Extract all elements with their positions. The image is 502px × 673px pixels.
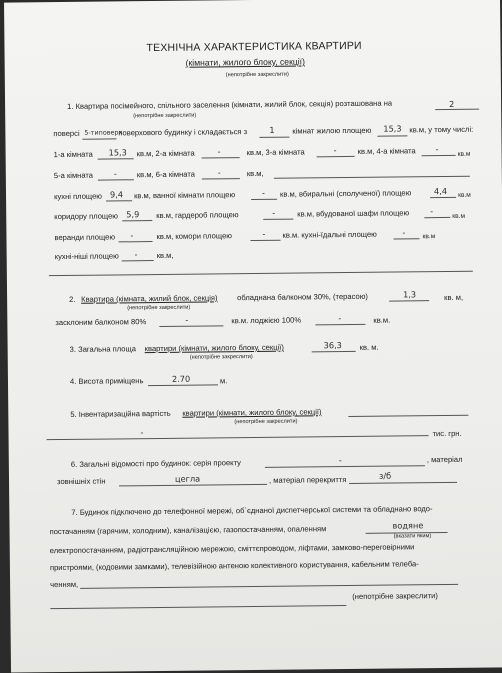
- loggia-value: -: [338, 313, 342, 324]
- room3-line: [317, 156, 355, 157]
- s6-series-label: 6. Загальні відомості про будинок: серія проекту: [70, 458, 241, 469]
- note-cross-out: (непотрібне закреслити): [225, 71, 289, 79]
- balcony-value: 1,3: [403, 289, 417, 300]
- bathroom-line: [251, 199, 277, 200]
- total-area-unit: кв. м.: [359, 342, 379, 352]
- walls-line: [119, 484, 267, 487]
- toilet-line: [430, 197, 456, 198]
- room5-label: 5-а кімната: [53, 170, 94, 181]
- kitchen-label: кухні площею: [54, 191, 103, 202]
- room4-unit: кв.м: [457, 150, 471, 158]
- material-label: , матеріал: [426, 454, 463, 465]
- balcony-unit: кв. м,: [444, 292, 464, 303]
- kitchen-niche-value: -: [134, 249, 138, 260]
- loggia-label: кв.м. лоджією 100%: [231, 315, 302, 326]
- glazed-balcony-value: -: [185, 314, 189, 325]
- page-title: ТЕХНІЧНА ХАРАКТЕРИСТИКА КВАРТИРИ: [146, 39, 362, 55]
- s3-total-area-label: 3. Загальна площа: [69, 344, 137, 354]
- loggia-unit: кв.м.: [373, 315, 391, 325]
- builtin-unit: кв.м: [452, 212, 466, 220]
- corridor-label: коридору площею: [54, 211, 119, 222]
- s1-intro-text: 1. Квартира посімейного, спільного заселення (кімнати, жилий блок, секція) розташована на: [67, 98, 393, 111]
- s7-line-4: пристроями, (кодовими замками), телевізійною антеною колективного користування, кабельним телеба-: [49, 559, 419, 573]
- walls-label: зовнішніх стін: [56, 476, 106, 487]
- balcony-line: [389, 300, 429, 301]
- s7-fill-line-1: [80, 584, 458, 589]
- room3-label: кв.м, 3-а кімната: [246, 147, 305, 158]
- storeys-value: 5-типоверх: [84, 128, 123, 137]
- loggia-line: [315, 324, 365, 326]
- kitchen-line: [106, 200, 132, 201]
- s2-apartment-label: Квартира (кімната, жилий блок, секція): [81, 293, 218, 304]
- room6-unit: кв.м,: [246, 168, 264, 179]
- s5-value-label: 5. Інвентаризаційна вартість: [70, 408, 171, 419]
- kitchen-niche-label: кухні-ніші площею: [54, 251, 119, 262]
- wardrobe-value: -: [272, 207, 276, 218]
- series-value: -: [338, 455, 342, 466]
- room4-value: -: [435, 144, 439, 155]
- kitchen-dining-unit: кв.м: [422, 233, 436, 241]
- room3-value: -: [333, 145, 337, 156]
- walls-value: цегла: [174, 473, 201, 484]
- s5-apartment-label: квартири (кімнати, жилого блоку, секції): [182, 407, 322, 418]
- bathroom-value: -: [261, 187, 266, 198]
- room2-value: -: [217, 146, 221, 157]
- builtin-value: -: [430, 206, 434, 217]
- room5-value: -: [113, 168, 117, 179]
- wardrobe-label: кв.м, гардероб площею: [156, 210, 239, 221]
- note-cross-out: (непотрібне закреслити): [189, 354, 253, 361]
- room4-line: [422, 155, 456, 156]
- room6-value: -: [217, 167, 221, 178]
- kitchen-dining-value: -: [402, 227, 406, 238]
- room1-line: [98, 158, 134, 159]
- room-extra-line: [274, 176, 470, 179]
- kitchen-dining-line: [394, 238, 420, 239]
- height-value: 2.70: [171, 373, 191, 384]
- living-area-suffix: кв.м, у тому числі:: [409, 124, 474, 135]
- document-page: [4, 0, 502, 673]
- s7-line-1: 7. Будинок підключено до телефонної мережі, об`єднаної диспетчерської системи та обладнано водо-: [71, 504, 433, 517]
- heating-value: водяне: [392, 520, 424, 531]
- living-area-line: [377, 135, 407, 136]
- series-line: [265, 465, 425, 468]
- s2-balcony-label: обладнана балконом 30%, (терасою): [237, 291, 368, 303]
- kitchen-niche-unit: кв.м,: [156, 250, 174, 261]
- s2-number: 2.: [69, 294, 76, 304]
- glazed-balcony-line: [159, 325, 223, 327]
- floor-value: 2: [449, 98, 455, 109]
- s7-line-3: електропостачанням, радіотрансляційною мережою, сміттєпроводом, ліфтами, замково-переговірними: [49, 542, 415, 556]
- s7-fill-line-2: [50, 605, 346, 609]
- kitchen-niche-line: [122, 260, 154, 261]
- veranda-value: -: [130, 230, 134, 241]
- room1-label: 1-а кімната: [53, 149, 93, 160]
- pantry-value: -: [262, 228, 266, 239]
- room2-line: [202, 157, 240, 158]
- inventory-unit: тис. грн.: [432, 428, 462, 439]
- heating-note: (вказати яким): [393, 533, 432, 540]
- s7-line-2: постачанням (гарячим, холодним), каналізацією, газопостачанням, опаленням: [49, 524, 327, 537]
- note-cross-out: (непотрібне закреслити): [127, 304, 191, 312]
- floors-value: з/б: [378, 470, 392, 481]
- floors-label: , матеріал перекриття: [268, 475, 347, 485]
- kitchen-value: 9,4: [109, 189, 124, 200]
- room2-label: кв.м, 2-а кімната: [136, 148, 195, 159]
- note-cross-out: (непотрібне закреслити): [133, 112, 197, 120]
- veranda-line: [119, 241, 153, 242]
- floor-label: поверсі: [53, 128, 80, 139]
- room6-label: кв.м, 6-а кімната: [136, 169, 195, 180]
- total-area-value: 36,3: [323, 340, 342, 351]
- floor-line: [435, 109, 479, 110]
- glazed-balcony-label: засклоним балконом 80%: [55, 317, 147, 328]
- floors-line: [349, 482, 457, 484]
- page-subtitle: (кімнати, жилого блоку, секції): [185, 56, 305, 68]
- toilet-unit: кв.м: [458, 191, 471, 199]
- corridor-value: 5,9: [126, 209, 140, 220]
- s4-height-label: 4. Висота приміщень: [69, 376, 144, 386]
- s3-apartment-label: квартири (кімнати, жилого блоку, секції): [144, 342, 284, 354]
- pantry-line: [251, 240, 281, 241]
- storeys-label: поверхового будинку і складається з: [118, 127, 248, 138]
- builtin-label: кв.м, вбудованої шафи площею: [297, 208, 410, 219]
- room6-line: [202, 178, 240, 179]
- toilet-label: кв.м, вбиральні (сполученої) площею: [279, 188, 412, 199]
- s5-line-2: [47, 435, 429, 440]
- veranda-label: веранди площею: [54, 232, 116, 243]
- height-unit: м.: [219, 376, 228, 386]
- total-area-line: [312, 351, 356, 352]
- inventory-value: -: [140, 427, 144, 438]
- rooms-value: 1: [269, 124, 275, 135]
- corridor-line: [122, 220, 152, 221]
- toilet-value: 4,4: [433, 185, 448, 197]
- room4-label: кв.м, 4-а кімната: [357, 146, 416, 156]
- s7-cross-out: (непотрібне закреслити): [352, 591, 438, 601]
- note-cross-out: (непотрібне закреслити): [234, 418, 298, 426]
- builtin-line: [424, 217, 450, 218]
- bathroom-label: кв.м, ванної кімнати площею: [133, 190, 236, 201]
- s7-line-5: ченням,: [50, 579, 79, 590]
- s1-end-line: [49, 271, 473, 276]
- storeys-line: [82, 138, 116, 139]
- height-line: [148, 384, 218, 386]
- room1-value: 15,3: [108, 147, 127, 158]
- room5-line: [98, 179, 134, 180]
- s5-line-1: [348, 415, 468, 417]
- rooms-line: [259, 137, 289, 138]
- kitchen-dining-label: кв.м. кухні-їдальні площею: [282, 229, 377, 240]
- living-area-label: кімнат жилою площею: [292, 125, 372, 136]
- wardrobe-line: [263, 219, 293, 220]
- living-area-value: 15,3: [383, 123, 402, 134]
- pantry-label: кв.м, комори площею: [156, 231, 233, 242]
